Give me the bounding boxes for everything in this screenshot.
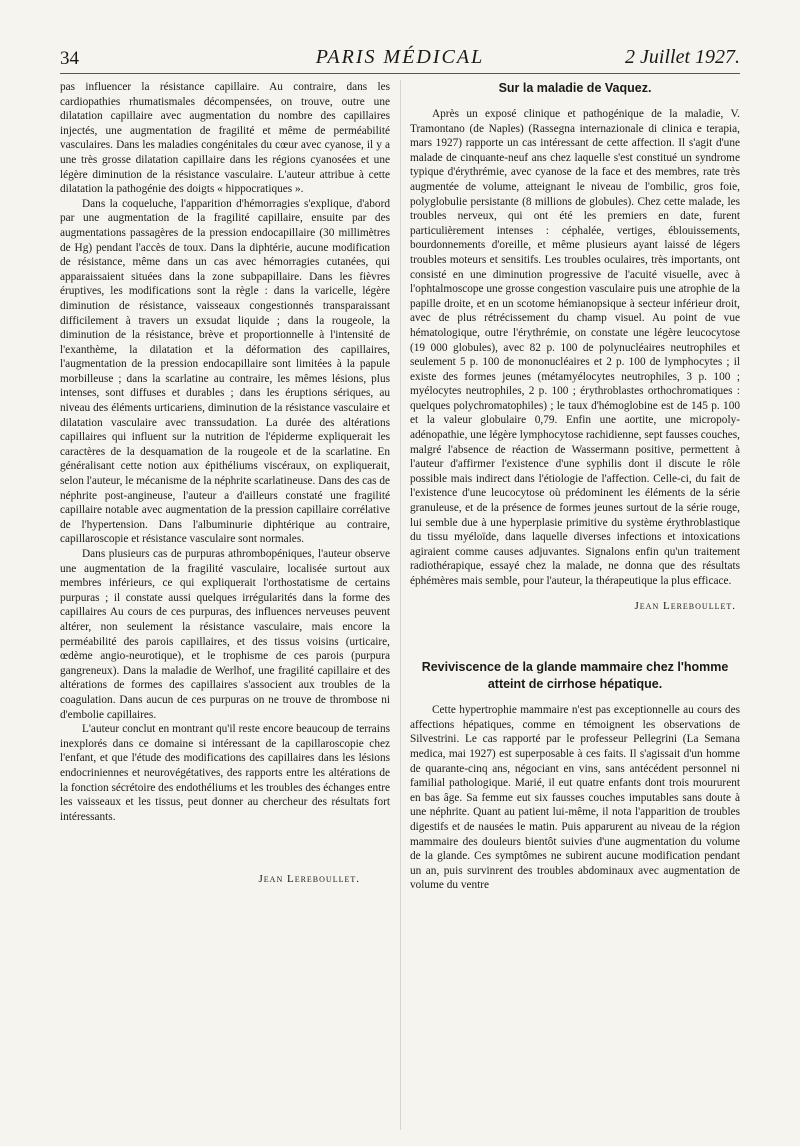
left-paragraph-1: pas influencer la résistance capillaire. Au contraire, dans les cardiopathies rhumatismales décompensées, on trouve, outre une dilatation capillaire avec augmentation du nombre des capillaires injectés, une augmentation de fragilité et même de perméabilité vasculaires. Dans les maladies congénitales du cœur avec cyanose, il y a une très grosse dilatation capillaire dans les régions cyanosées et une légère diminution de la résistance vasculaire. L'auteur attribue à cette dilatation la pathogénie des doigts « hippocratiques ». xyxy=(60,81,390,196)
vaquez-paragraph: Après un exposé clinique et pathogénique de la maladie, V. Tramontano (de Naples) (Rassegna internazionale di clinica e terapia, mars 1927) rapporte un cas intéressant de cette affection. Il s'agit d'une malade de cinquante-neuf ans chez laquelle s'est constitué un syndrome typique d'érythrémie, avec cyanose de la face et des membres, rate très augmentée de volume, atteignant le niveau de l'ombilic, gros foie, polyglobulie persistante (8 millions de globules). Chez cette malade, les troubles nerveux, qui ont été les premiers en date, furent particulièrement intenses : céphalée, vertiges, éblouissements, bourdonnements d'oreille, et même plusieurs ayant laissé de légers troubles moteurs et sensitifs. Les troubles oculaires, très importants, ont consisté en une diminution progressive de l'acuité visuelle, avec à l'ophtalmoscope une grosse congestion vasculaire puis une atrophie de la papille droite, et en un scotome hémianopsique à secteur inférieur droit, avec de plus rétrécissement du champ visuel. Au point de vue hématologique, outre l'érythrémie, on constate une légère leucocytose (19 000 globules), avec 82 p. 100 de polynucléaires neutrophiles et seulement 5 p. 100 de mononucléaires et 2 p. 100 de lymphocytes ; il existe des formes jeunes (métamyélocytes neutrophiles, 3 p. 100 ; myélocytes neutrophiles, 2 p. 100 ; érythroblastes orthochromatiques : quelques polychromatophiles) ; le taux d'hémoglobine est de 145 p. 100 et la valeur globulaire 0,79. Enfin une aortite, une micropoly-adénopathie, une légère lymphocytose rachidienne, sept fausses couches, malgré l'absence de réaction de Wassermann positive, permettent à l'auteur d'affirmer l'existence d'une syphilis dont il discute le rôle possible mais indirect dans l'étiologie de l'affection. Celle-ci, du fait de l'existence d'une leucocytose où prédominent les éléments de la série granuleuse, et de la présence de formes jeunes surtout de la série rouge, lui semble due à une hyperplasie primitive du système érythroblastique du tissu myéloïde, dans laquelle diverses infections et intoxications agiraient comme causes adjuvantes. Signalons enfin qu'un traitement radiothérapique, essayé chez la malade, ne donna que des résultats éphémères mais semble, pour l'auteur, la thérapeutique la plus efficace. xyxy=(410,108,740,587)
page-header xyxy=(60,44,740,74)
reviviscence-title: Reviviscence de la glande mammaire chez l'homme atteint de cirrhose hépatique. xyxy=(421,660,729,692)
reviviscence-paragraph: Cette hypertrophie mammaire n'est pas exceptionnelle au cours des affections hépatiques, comme en témoignent les observations de Silvestrini. Le cas rapporté par le professeur Pellegrini (La Semana medica, mai 1927) est superposable à ces faits. Il s'agissait d'un homme de quarante-cinq ans, négociant en vins, sans antécédent personnel ni familial pathologique. Marié, il eut quatre enfants dont trois moururent en bas âge. Sa femme eut six fausses couches imputables sans doute à une néphrite. Quant au patient lui-même, il nota l'apparition de troubles digestifs et de nausées le matin. Puis apparurent au niveau de la région mammaire des douleurs bientôt suivies d'une augmentation du volume de la glande. Ces symptômes ne subirent aucune modification pendant un an, puis survinrent des troubles abdominaux avec augmentation de volume du ventre xyxy=(410,704,740,892)
left-paragraph-4: L'auteur conclut en montrant qu'il reste encore beaucoup de terrains inexplorés dans ce domaine si intéressant de la capillaroscopie chez l'enfant, et que l'étude des modifications des capillaires dans les lésions endocriniennes et neurovégétatives, des rapports entre les altérations de la fonction sécrétoire des endothéliums et les troubles des échanges entre les vaisseaux et les tissus, peut donner au chercheur des résultats fort intéressants. xyxy=(60,723,391,823)
vaquez-title: Sur la maladie de Vaquez. xyxy=(498,81,652,95)
column-divider xyxy=(400,80,401,1130)
left-paragraph-3: Dans plusieurs cas de purpuras athrombopéniques, l'auteur observe une augmentation de la fragilité vasculaire, localisée surtout aux membres inférieurs, ce qui expliquerait l'orthostatisme de certains purpuras ; il constate aussi quelques irrégularités dans la forme des capillaires Au cours de ces purpuras, des influences nerveuses peuvent altérer, non seulement la résistance vasculaire, mais encore la perméabilité des parois capillaires, et des tissus voisins (urticaire, œdème angio-neurotique), et le trophisme de ces parois (purpura gangreneux). Dans la maladie de Werlhof, une fragilité capillaire et des altérations de formes des capillaires s'associent aux troubles de la coagulation. Dans aucun de ces purpuras on ne trouve de thrombose ni d'embolie capillaires. xyxy=(60,548,390,721)
vaquez-signature: Jean Lereboullet. xyxy=(634,599,736,612)
journal-title: PARIS MÉDICAL xyxy=(315,46,485,68)
left-signature: Jean Lereboullet. xyxy=(258,873,360,886)
header-rule xyxy=(60,73,740,74)
left-paragraph-2: Dans la coqueluche, l'apparition d'hémorragies s'explique, d'abord par une augmentation de la fragilité capillaire, ensuite par des augmentations passagères de la pression endocapillaire (30 millimètres de Hg) pendant l'accès de toux. Dans la diphtérie, aucune modification de résistance, même dans un cas avec hémorragies cutanées, qui apparaissaient situées dans la zone subpapillaire. Dans les fièvres éruptives, les modifications sont la règle : dans la varicelle, légère diminution de résistance, vaisseaux congestionnés transparaissant difficilement à travers un exsudat liquide ; dans la rougeole, la diminution de la résistance, brève et proportionnelle à l'intensité de l'exanthème, la dilatation et la déformation des capillaires, l'augmentation de la pression endocapillaire sont limitées à la papule morbilleuse ; dans la scarlatine au contraire, les mêmes lésions, plus intenses, sont diffuses et durables ; dans les éruptions sériques, au niveau des éléments urticariens, diminution de la résistance vasculaire et dilatation vasculaire avec transsudation. La durée des altérations capillaires qui influent sur la nutrition de l'épiderme expliquerait les caractères de la desquamation de la rougeole et de la scarlatine. En généralisant cette notion aux épithéliums viscéraux, on expliquerait, selon l'auteur, le mécanisme de la néphrite scarlatineuse. Dans des cas de néphrite post-angineuse, l'auteur a d'ailleurs constaté une fragilité capillaire notable avec augmentation de la pression capillaire corrélative de l'hypertension. Dans l'albuminurie diphtérique au contraire, capillaroscopie et résistance vasculaire sont normales. xyxy=(60,197,391,546)
left-column xyxy=(60,80,390,887)
right-column xyxy=(410,80,740,893)
issue-date: 2 Juillet 1927. xyxy=(625,46,740,68)
page-number: 34 xyxy=(60,48,79,69)
